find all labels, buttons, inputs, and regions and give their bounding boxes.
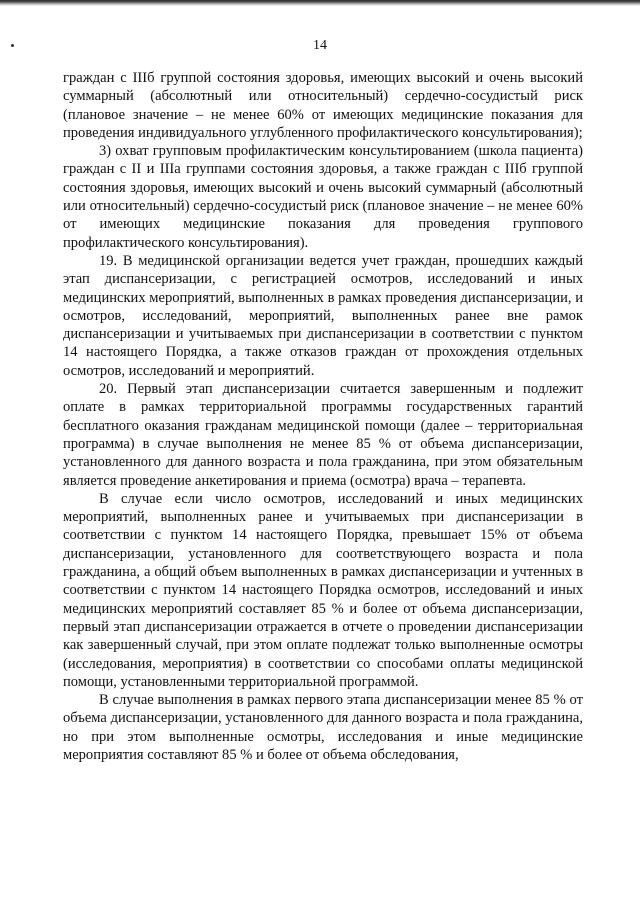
document-body (63, 69, 583, 764)
paragraph: В случае выполнения в рамках первого этапа диспансеризации менее 85 % от объема диспансеризации, установленного для данного возраста и пола гражданина, но при этом выполненные осмотры, исследования и иные медицинские мероприятия составляют 85 % и более от объема обследования, (63, 692, 583, 763)
scan-edge (0, 0, 640, 6)
paragraph: 19. В медицинской организации ведется учет граждан, прошедших каждый этап диспансеризации, с регистрацией осмотров, исследований и иных медицинских мероприятий, выполненных в рамках проведения диспансеризации, и осмотров, исследований, мероприятий, выполненных ранее вне рамок диспансеризации и учитываемых при диспансеризации в соответствии с пунктом 14 настоящего Порядка, а также отказов граждан от прохождения отдельных осмотров, исследований и мероприятий. (63, 252, 583, 379)
paragraph: В случае если число осмотров, исследований и иных медицинских мероприятий, выполненных ранее и учитываемых при диспансеризации в соответствии с пунктом 14 настоящего Порядка, превышает 15% от объема диспансеризации, установленного для соответствующего возраста и пола гражданина, а общий объем выполненных в рамках диспансеризации и учтенных в соответствии с пунктом 14 настоящего Порядка осмотров, исследований и иных медицинских мероприятий составляет 85 % и более от объема диспансеризации, первый этап диспансеризации отражается в отчете о проведении диспансеризации как завершенный случай, при этом оплате подлежат только выполненные осмотры (исследования, мероприятия) в соответствии со способами оплаты медицинской помощи, установленными территориальной программой. (63, 490, 583, 690)
paragraph: 20. Первый этап диспансеризации считается завершенным и подлежит оплате в рамках территориальной программы государственных гарантий бесплатного оказания гражданам медицинской помощи (далее – территориальная программа) в случае выполнения не менее 85 % от объема диспансеризации, установленного для данного возраста и пола гражданина, при этом обязательным является проведение анкетирования и приема (осмотра) врача – терапевта. (63, 381, 583, 489)
paragraph: 3) охват групповым профилактическим консультированием (школа пациента) граждан с II и IIIа группами состояния здоровья, а также граждан с IIIб группой состояния здоровья, имеющих высокий и очень высокий суммарный (абсолютный или относительный) сердечно-сосудистый риск (плановое значение – не менее 60% от имеющих медицинские показания для проведения группового профилактического консультирования). (63, 143, 583, 251)
page-number: 14 (313, 38, 327, 53)
paragraph: граждан с IIIб группой состояния здоровья, имеющих высокий и очень высокий суммарный (абсолютный или относительный) сердечно-сосудистый риск (плановое значение – не менее 60% от имеющих медицинские показания для проведения индивидуального углубленного профилактического консультирования); (63, 70, 583, 141)
